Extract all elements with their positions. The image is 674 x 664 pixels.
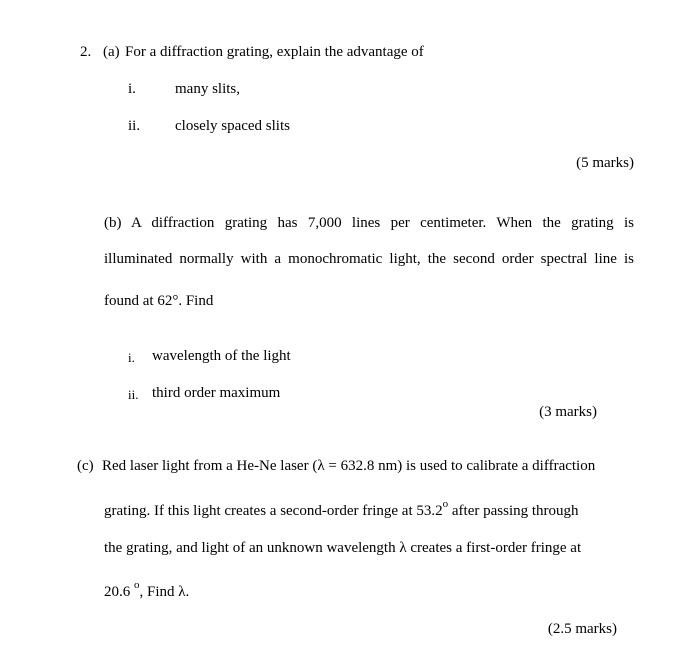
part-a-item-1-text: many slits, bbox=[175, 81, 241, 97]
part-c-line-4 bbox=[104, 579, 190, 600]
part-c-line-2-text-a: grating. If this light creates a second-order fringe at 53.2 bbox=[104, 503, 443, 519]
part-b-item-1-text: wavelength of the light bbox=[152, 348, 291, 364]
part-a-item-2-text: closely spaced slits bbox=[175, 118, 290, 134]
part-b-item-1-numeral: i. bbox=[128, 350, 135, 365]
part-a-item-1-numeral: i. bbox=[128, 81, 136, 97]
part-c-line-4-text-a: 20.6 bbox=[104, 584, 134, 600]
part-c-line-2-text-b: after passing through bbox=[448, 503, 579, 519]
part-b-line-1: (b) A diffraction grating has 7,000 lines per centimeter. When the grating is bbox=[104, 215, 634, 231]
part-b-line-2: illuminated normally with a monochromatic light, the second order spectral line is bbox=[104, 251, 634, 267]
part-c-line-1: Red laser light from a He-Ne laser (λ = 632.8 nm) is used to calibrate a diffraction bbox=[102, 458, 596, 474]
part-a-label: (a) bbox=[103, 44, 120, 60]
part-b-item-2-text: third order maximum bbox=[152, 385, 281, 401]
part-c-line-3: the grating, and light of an unknown wavelength λ creates a first-order fringe at bbox=[104, 540, 582, 556]
part-b-marks: (3 marks) bbox=[539, 404, 597, 420]
part-a-marks: (5 marks) bbox=[576, 155, 634, 171]
degree-symbol-1: o bbox=[442, 498, 449, 510]
part-b-line-3: found at 62°. Find bbox=[104, 293, 214, 309]
part-c-label: (c) bbox=[77, 458, 94, 474]
degree-symbol-2: o bbox=[134, 579, 140, 591]
part-c-marks: (2.5 marks) bbox=[547, 621, 617, 637]
part-c-line-4-text-b: , Find λ. bbox=[139, 584, 190, 600]
part-b-item-2-numeral: ii. bbox=[128, 387, 139, 402]
question-number: 2. bbox=[80, 44, 92, 60]
part-a-prompt: For a diffraction grating, explain the advantage of bbox=[125, 44, 424, 60]
part-c-line-2 bbox=[104, 498, 579, 519]
part-a-item-2-numeral: ii. bbox=[128, 118, 141, 134]
